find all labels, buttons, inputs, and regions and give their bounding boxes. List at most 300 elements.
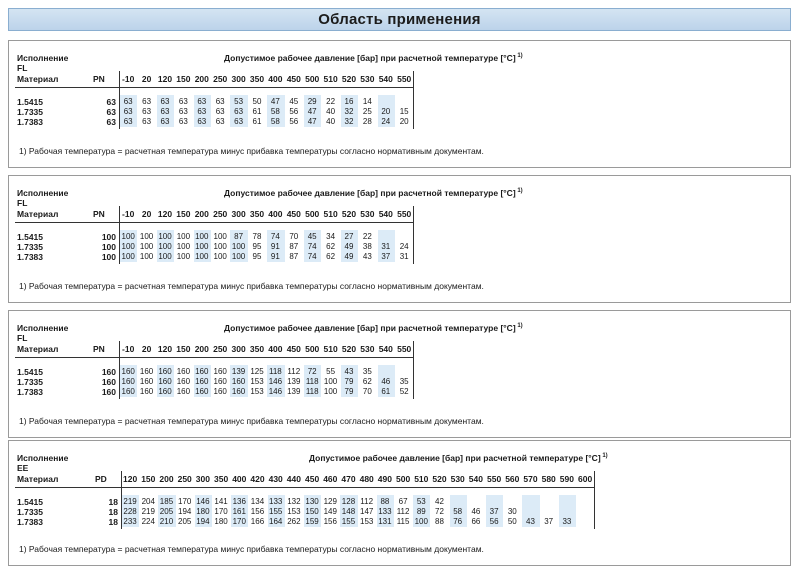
pressure-value: 63 <box>234 117 244 126</box>
temperature-header: -10 <box>122 209 135 219</box>
pressure-value: 100 <box>158 232 172 241</box>
pressure-value: 160 <box>158 367 172 376</box>
temperature-header: 550 <box>487 474 502 484</box>
footnote: 1) Рабочая температура = расчетная температура минус прибавка температуры согласно нормативным документам. <box>19 416 484 426</box>
pressure-value: 56 <box>289 107 299 116</box>
pressure-value: 35 <box>362 367 372 376</box>
pressure-value: 160 <box>231 377 246 386</box>
temperature-header: 120 <box>123 474 138 484</box>
pressure-rating: 160 <box>101 387 116 397</box>
pressure-value: 155 <box>269 507 283 516</box>
pressure-col-label: PN <box>93 344 105 354</box>
pressure-value: 70 <box>362 387 372 396</box>
pressure-value: 63 <box>142 117 152 126</box>
temperature-header: 520 <box>432 474 447 484</box>
pressure-value: 160 <box>213 387 227 396</box>
pressure-value: 100 <box>139 232 154 241</box>
pressure-value: 37 <box>544 517 554 526</box>
pressure-value: 149 <box>323 507 337 516</box>
pressure-value: 112 <box>360 497 374 506</box>
pressure-value: 185 <box>159 497 174 506</box>
pressure-value: 155 <box>341 517 356 526</box>
temperature-header: 350 <box>249 344 265 354</box>
pressure-value: 160 <box>231 387 246 396</box>
pressure-value: 46 <box>381 377 391 386</box>
pressure-value: 74 <box>307 242 317 251</box>
header-rule <box>15 87 413 88</box>
type-code: FL <box>17 333 28 343</box>
pressure-value: 228 <box>123 507 137 516</box>
pressure-value: 95 <box>252 242 262 251</box>
pressure-value: 210 <box>159 517 174 526</box>
pressure-rating: 63 <box>106 117 116 127</box>
pressure-value: 63 <box>123 97 133 106</box>
pressure-value: 45 <box>289 97 299 106</box>
pressure-value: 63 <box>215 97 225 106</box>
table-caption <box>224 53 523 63</box>
pressure-table-panel <box>8 440 791 566</box>
pressure-value: 32 <box>344 107 354 116</box>
pressure-col-label: PD <box>95 474 107 484</box>
pressure-value: 166 <box>250 517 265 526</box>
material-name: 1.7383 <box>17 517 43 527</box>
table-right-rule <box>413 206 414 264</box>
caption-footnote-ref: 1) <box>515 188 523 195</box>
temperature-header: 530 <box>450 474 465 484</box>
pressure-value: 63 <box>197 97 207 106</box>
pressure-value: 112 <box>287 367 301 376</box>
temperature-header: 470 <box>341 474 356 484</box>
pressure-value: 146 <box>196 497 210 506</box>
temperature-header: 300 <box>231 344 246 354</box>
pressure-value: 160 <box>195 387 209 396</box>
pressure-value: 28 <box>362 117 372 126</box>
pressure-value: 63 <box>123 117 133 126</box>
temperature-header: 450 <box>286 344 301 354</box>
pressure-value: 47 <box>307 107 317 116</box>
pressure-value: 100 <box>323 377 338 386</box>
temperature-header: 500 <box>305 344 320 354</box>
pressure-value: 139 <box>287 377 301 386</box>
pressure-value: 118 <box>269 367 282 376</box>
temperature-header: 500 <box>305 74 320 84</box>
pressure-value: 22 <box>362 232 372 241</box>
pressure-value: 100 <box>139 242 154 251</box>
pressure-value: 153 <box>250 387 264 396</box>
material-name: 1.5415 <box>17 232 43 242</box>
temperature-header: 400 <box>268 209 283 219</box>
temperature-header: 560 <box>505 474 520 484</box>
pressure-value: 125 <box>250 367 264 376</box>
material-name: 1.5415 <box>17 367 43 377</box>
pressure-value: 63 <box>160 97 170 106</box>
temperature-header: 510 <box>323 209 338 219</box>
caption-text: Допустимое рабочее давление [бар] при расчетной температуре [°C] <box>224 53 516 63</box>
pressure-value: 136 <box>232 497 246 506</box>
pressure-value: 63 <box>215 107 225 116</box>
pressure-rating: 63 <box>106 97 116 107</box>
pressure-value: 38 <box>362 242 372 251</box>
pressure-value: 63 <box>160 117 170 126</box>
pressure-value: 160 <box>121 367 135 376</box>
pressure-value: 100 <box>213 242 227 251</box>
pressure-value: 233 <box>123 517 137 526</box>
pressure-value: 160 <box>121 377 135 386</box>
pressure-value: 61 <box>252 117 262 126</box>
pressure-value: 63 <box>215 117 225 126</box>
pressure-value: 63 <box>160 107 170 116</box>
section-title-banner <box>8 8 791 31</box>
temperature-header: 400 <box>268 344 283 354</box>
caption-footnote-ref: 1) <box>515 323 523 330</box>
pressure-value: 100 <box>195 252 209 261</box>
pressure-value: 112 <box>396 507 410 516</box>
temperature-header: 250 <box>177 474 192 484</box>
temperature-header: 200 <box>194 209 209 219</box>
pressure-value: 156 <box>323 517 337 526</box>
pressure-value: 20 <box>399 117 409 126</box>
temperature-header: 440 <box>286 474 301 484</box>
header-rule <box>15 487 594 488</box>
pressure-value: 100 <box>176 242 191 251</box>
temperature-header: 150 <box>141 474 156 484</box>
pressure-rating: 18 <box>108 507 118 517</box>
footnote: 1) Рабочая температура = расчетная температура минус прибавка температуры согласно нормативным документам. <box>19 281 484 291</box>
temperature-header: 540 <box>378 74 393 84</box>
pressure-value: 147 <box>360 507 374 516</box>
caption-footnote-ref: 1) <box>515 53 523 60</box>
pressure-value: 53 <box>234 97 244 106</box>
temperature-header: 550 <box>397 74 412 84</box>
pressure-value: 47 <box>307 117 317 126</box>
pressure-value: 24 <box>399 242 409 251</box>
pressure-value: 100 <box>121 252 135 261</box>
temperature-header: 300 <box>231 209 246 219</box>
pressure-value: 40 <box>326 117 336 126</box>
pressure-value: 72 <box>435 507 444 516</box>
temperature-header: 500 <box>305 209 320 219</box>
temperature-header: 400 <box>232 474 247 484</box>
pressure-value: 56 <box>289 117 299 126</box>
pressure-value: 128 <box>341 497 356 506</box>
pressure-value: 118 <box>305 387 319 396</box>
type-code: FL <box>17 198 28 208</box>
pressure-value: 146 <box>268 377 283 386</box>
pressure-value: 100 <box>158 252 172 261</box>
pressure-value: 100 <box>121 242 135 251</box>
pressure-value: 43 <box>362 252 372 261</box>
material-label: Материал <box>17 344 59 354</box>
pressure-rating: 63 <box>106 107 116 117</box>
pressure-value: 160 <box>139 367 154 376</box>
temperature-header: 250 <box>213 344 228 354</box>
material-label: Материал <box>17 209 59 219</box>
temperature-header: 400 <box>268 74 283 84</box>
pressure-value: 35 <box>399 377 409 386</box>
pressure-value: 160 <box>176 377 191 386</box>
pressure-value: 58 <box>270 117 280 126</box>
pressure-value: 205 <box>159 507 174 516</box>
pressure-value: 16 <box>344 97 354 106</box>
pressure-value: 118 <box>305 377 319 386</box>
temperature-header: 200 <box>194 74 209 84</box>
material-name: 1.7383 <box>17 117 43 127</box>
pressure-value: 79 <box>344 387 354 396</box>
material-name: 1.7335 <box>17 107 43 117</box>
pressure-value: 100 <box>121 232 135 241</box>
temperature-header: 200 <box>194 344 209 354</box>
temperature-header: 500 <box>396 474 411 484</box>
pressure-value: 146 <box>268 387 283 396</box>
pressure-value: 46 <box>471 507 481 516</box>
material-label: Материал <box>17 474 59 484</box>
temperature-header: -10 <box>122 74 135 84</box>
pressure-value: 115 <box>396 517 410 526</box>
temperature-header: 350 <box>249 74 265 84</box>
pressure-value: 170 <box>232 517 246 526</box>
pressure-value: 74 <box>307 252 317 261</box>
pressure-value: 91 <box>270 242 280 251</box>
temperature-header: 420 <box>250 474 265 484</box>
pressure-value: 100 <box>158 242 172 251</box>
temperature-header: 120 <box>157 74 173 84</box>
pressure-value: 63 <box>234 107 244 116</box>
temperature-header: 600 <box>578 474 593 484</box>
pressure-value: 87 <box>289 242 299 251</box>
pressure-table-panel <box>8 310 791 438</box>
pressure-value: 37 <box>489 507 499 516</box>
pressure-value: 100 <box>231 242 246 251</box>
pressure-value: 49 <box>344 252 354 261</box>
caption-text: Допустимое рабочее давление [бар] при расчетной температуре [°C] <box>224 188 516 198</box>
pressure-value: 27 <box>344 232 354 241</box>
pressure-value: 63 <box>178 117 188 126</box>
table-caption <box>224 188 523 198</box>
table-caption <box>224 323 523 333</box>
pressure-rating: 18 <box>108 497 118 507</box>
temperature-header: 550 <box>397 344 412 354</box>
temperature-header: 150 <box>176 74 191 84</box>
pressure-value: 78 <box>252 232 262 241</box>
pressure-value: 50 <box>507 517 517 526</box>
pressure-value: 45 <box>307 232 317 241</box>
pressure-value: 52 <box>399 387 409 396</box>
pressure-value: 205 <box>178 517 192 526</box>
temperature-header: 540 <box>378 344 393 354</box>
temperature-header: 450 <box>286 74 301 84</box>
temperature-header: 150 <box>176 344 191 354</box>
pressure-value: 88 <box>435 517 444 526</box>
caption-text: Допустимое рабочее давление [бар] при расчетной температуре [°C] <box>224 323 516 333</box>
pressure-value: 153 <box>250 377 264 386</box>
pressure-value: 150 <box>305 507 319 516</box>
pressure-value: 87 <box>234 232 244 241</box>
material-name: 1.5415 <box>17 97 43 107</box>
pressure-value: 224 <box>141 517 155 526</box>
pressure-value: 63 <box>142 107 152 116</box>
pressure-value: 160 <box>121 387 135 396</box>
pressure-value: 100 <box>176 232 191 241</box>
pressure-value: 100 <box>176 252 191 261</box>
pressure-value: 131 <box>378 517 392 526</box>
pressure-value: 87 <box>289 252 299 261</box>
pressure-value: 14 <box>362 97 372 106</box>
pressure-value: 100 <box>195 242 209 251</box>
type-label: Исполнение <box>17 53 69 63</box>
temperature-header: 20 <box>141 74 152 84</box>
temperature-header: 20 <box>141 209 152 219</box>
type-label: Исполнение <box>17 323 69 333</box>
pressure-rating: 160 <box>101 367 116 377</box>
temperature-header: 460 <box>323 474 338 484</box>
pressure-value: 153 <box>287 507 301 516</box>
pressure-value: 170 <box>178 497 192 506</box>
pressure-value: 32 <box>344 117 354 126</box>
pressure-value: 153 <box>360 517 374 526</box>
pressure-value: 53 <box>416 497 426 506</box>
header-rule <box>15 222 413 223</box>
type-code: FL <box>17 63 28 73</box>
pressure-value: 156 <box>250 507 265 516</box>
pressure-value: 164 <box>269 517 283 526</box>
type-code: EE <box>17 463 29 473</box>
pressure-rating: 18 <box>108 517 118 527</box>
pressure-rating: 100 <box>101 232 116 242</box>
footnote: 1) Рабочая температура = расчетная температура минус прибавка температуры согласно нормативным документам. <box>19 544 484 554</box>
pressure-value: 100 <box>195 232 209 241</box>
pressure-value: 43 <box>344 367 354 376</box>
type-label: Исполнение <box>17 188 69 198</box>
pressure-value: 79 <box>344 377 354 386</box>
temperature-header: 520 <box>341 209 357 219</box>
temperature-header: 520 <box>341 344 357 354</box>
caption-text: Допустимое рабочее давление [бар] при расчетной температуре [°C] <box>309 453 601 463</box>
temperature-header: 540 <box>378 209 393 219</box>
material-name: 1.7383 <box>17 252 43 262</box>
pressure-col-label: PN <box>93 74 105 84</box>
pressure-table-panel <box>8 40 791 168</box>
temperature-header: 350 <box>249 209 265 219</box>
temperature-header: 570 <box>523 474 538 484</box>
temperature-header: 480 <box>359 474 374 484</box>
pressure-value: 262 <box>287 517 301 526</box>
pressure-value: 47 <box>270 97 280 106</box>
pressure-value: 74 <box>270 232 280 241</box>
pressure-value: 100 <box>323 387 338 396</box>
pressure-table-panel <box>8 175 791 303</box>
pressure-value: 89 <box>416 507 426 516</box>
temperature-header: 120 <box>157 344 173 354</box>
pressure-value: 63 <box>197 107 207 116</box>
pressure-value: 132 <box>287 497 301 506</box>
temperature-header: 450 <box>305 474 320 484</box>
temperature-header: 250 <box>213 74 228 84</box>
pressure-value: 148 <box>341 507 356 516</box>
footnote: 1) Рабочая температура = расчетная температура минус прибавка температуры согласно нормативным документам. <box>19 146 484 156</box>
pressure-value: 160 <box>139 377 154 386</box>
temperature-header: 510 <box>414 474 429 484</box>
temperature-header: 120 <box>157 209 173 219</box>
pressure-value: 58 <box>270 107 280 116</box>
pressure-value: 72 <box>307 367 317 376</box>
pressure-value: 160 <box>176 367 191 376</box>
temperature-header: 450 <box>286 209 301 219</box>
pressure-value: 91 <box>270 252 280 261</box>
pressure-value: 204 <box>141 497 155 506</box>
pressure-value: 139 <box>287 387 301 396</box>
pressure-value: 100 <box>213 252 227 261</box>
pressure-value: 34 <box>326 232 336 241</box>
pressure-value: 100 <box>213 232 227 241</box>
temperature-header: 510 <box>323 74 338 84</box>
pressure-value: 170 <box>214 507 228 516</box>
pressure-value: 33 <box>562 517 572 526</box>
table-caption <box>309 453 608 463</box>
pressure-value: 70 <box>289 232 299 241</box>
material-name: 1.7335 <box>17 377 43 387</box>
pressure-value: 129 <box>323 497 337 506</box>
pressure-value: 63 <box>123 107 133 116</box>
material-name: 1.7383 <box>17 387 43 397</box>
pressure-value: 130 <box>305 497 319 506</box>
pressure-value: 25 <box>362 107 372 116</box>
temperature-header: 530 <box>360 74 375 84</box>
pressure-value: 161 <box>232 507 246 516</box>
pressure-value: 194 <box>178 507 192 516</box>
material-label: Материал <box>17 74 59 84</box>
pressure-value: 63 <box>178 97 188 106</box>
table-right-rule <box>413 341 414 399</box>
pressure-rating: 100 <box>101 242 116 252</box>
pressure-value: 160 <box>213 377 227 386</box>
pressure-value: 76 <box>453 517 463 526</box>
pressure-value: 22 <box>326 97 336 106</box>
pressure-value: 15 <box>399 107 409 116</box>
pressure-value: 63 <box>142 97 152 106</box>
temperature-header: 550 <box>397 209 412 219</box>
pressure-value: 67 <box>398 497 408 506</box>
pressure-value: 100 <box>231 252 246 261</box>
pressure-value: 141 <box>214 497 228 506</box>
temperature-header: 520 <box>341 74 357 84</box>
pressure-value: 24 <box>381 117 391 126</box>
pressure-value: 133 <box>269 497 283 506</box>
temperature-header: 150 <box>176 209 191 219</box>
pressure-value: 219 <box>123 497 137 506</box>
pressure-value: 159 <box>305 517 319 526</box>
material-name: 1.7335 <box>17 242 43 252</box>
pressure-value: 66 <box>471 517 481 526</box>
pressure-value: 139 <box>231 367 246 376</box>
pressure-col-label: PN <box>93 209 105 219</box>
header-rule <box>15 357 413 358</box>
pressure-value: 61 <box>252 107 262 116</box>
table-right-rule <box>413 71 414 129</box>
pressure-value: 160 <box>213 367 227 376</box>
pressure-value: 160 <box>158 387 172 396</box>
pressure-value: 88 <box>380 497 390 506</box>
pressure-value: 160 <box>195 367 209 376</box>
pressure-value: 29 <box>307 97 317 106</box>
pressure-value: 180 <box>196 507 210 516</box>
pressure-value: 100 <box>414 517 428 526</box>
pressure-value: 95 <box>252 252 262 261</box>
pressure-value: 160 <box>158 377 172 386</box>
pressure-value: 58 <box>453 507 463 516</box>
temperature-header: 580 <box>541 474 556 484</box>
pressure-value: 43 <box>526 517 535 526</box>
pressure-value: 55 <box>326 367 336 376</box>
